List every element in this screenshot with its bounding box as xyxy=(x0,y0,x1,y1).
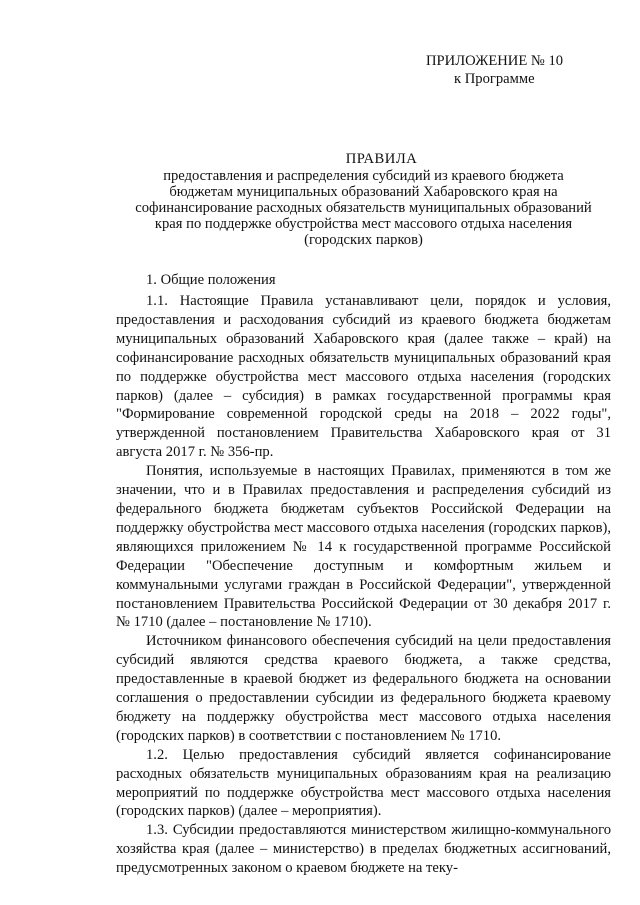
appendix-number: ПРИЛОЖЕНИЕ № 10 xyxy=(426,53,564,69)
paragraph-1-2: 1.2. Целью предоставления субсидий является софинансирование расходных обязательств муниципальных образованиям края на реализацию мероприятий по поддержке обустройства мест массового отдыха населения (городских парков) (далее – мероприятия). xyxy=(116,746,611,820)
document-title: ПРАВИЛА xyxy=(345,151,418,167)
subtitle-line: (городских парков) xyxy=(304,232,423,248)
subtitle-line: предоставления и распределения субсидий из краевого бюджета xyxy=(163,168,564,184)
appendix-label xyxy=(426,52,616,88)
subtitle-line: края по поддержке обустройства мест массового отдыха населения xyxy=(154,216,573,232)
section-heading: 1. Общие положения xyxy=(146,272,276,288)
appendix-reference: к Программе xyxy=(454,71,535,87)
paragraph-1-1: 1.1. Настоящие Правила устанавливают цели, порядок и условия, предоставления и расходования субсидий из краевого бюджета бюджетам муниципальных образований Хабаровского края (далее также – край) на софинансирование расходных обязательств муниципальных образований края по поддержке обустройства мест массового отдыха населения (городских парков) (далее – субсидия) в рамках государственной программы края "Формирование современной городской среды на 2018 – 2022 годы", утвержденной постановлением Правительства Хабаровского края от 31 августа 2017 г. № 356-пр. xyxy=(116,293,611,461)
paragraph-funding-source: Источником финансового обеспечения субсидий на цели предоставления субсидий являются средства краевого бюджета, а также средства, предоставленные в краевой бюджет из федерального бюджета на основании соглашения о предоставлении субсидии из федерального бюджета краевому бюджету на поддержку обустройства мест массового отдыха населения (городских парков) в соответствии с постановлением № 1710. xyxy=(116,633,611,744)
document-body xyxy=(116,292,611,878)
subtitle-line: софинансирование расходных обязательств муниципальных образований xyxy=(135,200,592,216)
subtitle-line: бюджетам муниципальных образований Хабаровского края на xyxy=(169,184,558,200)
document-subtitle xyxy=(116,168,611,248)
paragraph-1-3: 1.3. Субсидии предоставляются министерством жилищно-коммунального хозяйства края (далее – министерство) в пределах бюджетных ассигнований, предусмотренных законом о краевом бюджете на теку- xyxy=(116,822,611,877)
paragraph-definitions: Понятия, используемые в настоящих Правилах, применяются в том же значении, что и в Правилах предоставления и распределения субсидий из федерального бюджета бюджетам субъектов Российской Федерации на поддержку обустройства мест массового отдыха населения (городских парков), являющихся приложением № 14 к государственной программе Российской Федерации "Обеспечение доступным и комфортным жильем и коммунальными услугами граждан в Российской Федерации", утвержденной постановлением Правительства Российской Федерации от 30 декабря 2017 г. № 1710 (далее – постановление № 1710). xyxy=(116,463,611,631)
